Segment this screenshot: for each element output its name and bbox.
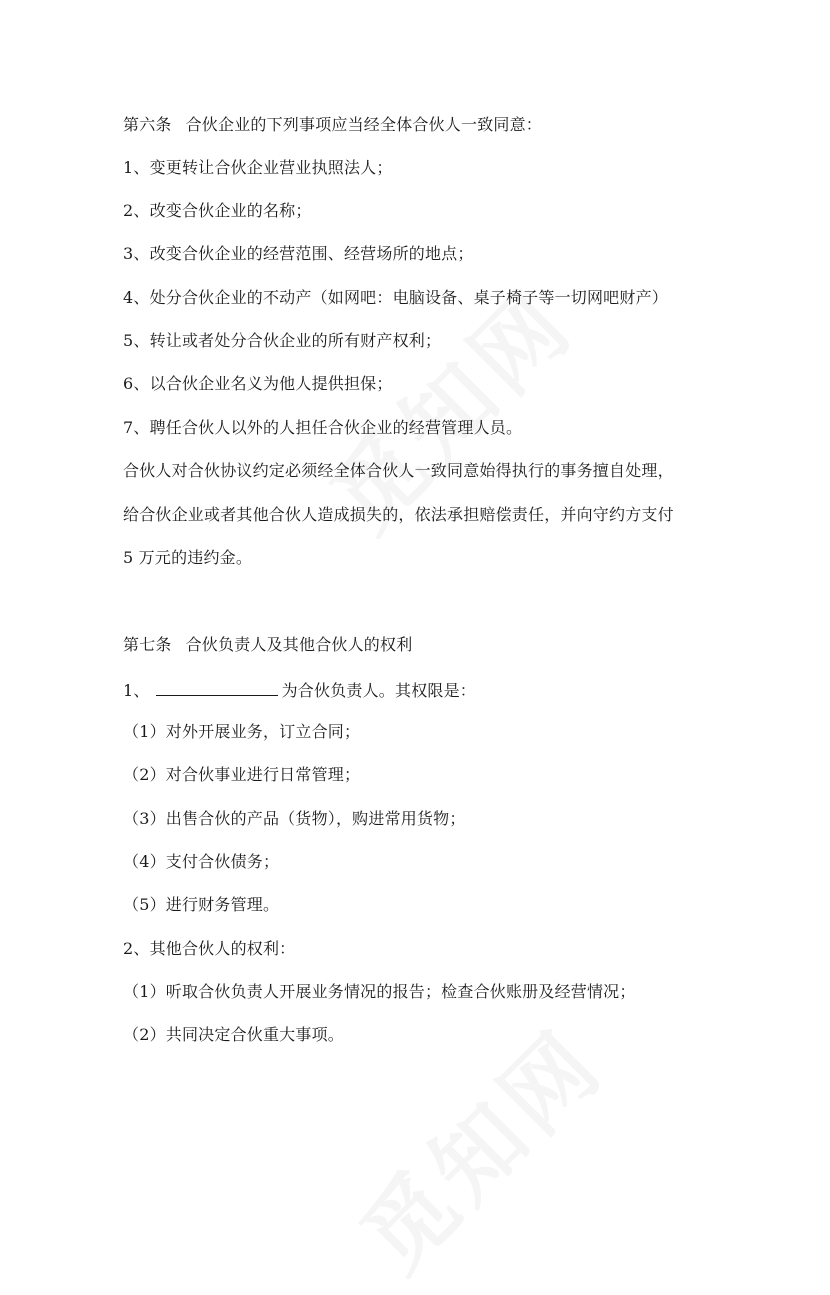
article6-heading: [123, 115, 542, 135]
article6-item: 1、变更转让合伙企业营业执照法人；: [123, 158, 393, 177]
article7-number: 第七条: [123, 635, 172, 654]
article7-subitem: （4）支付合伙债务；: [123, 852, 280, 871]
article7-subitem: （2）共同决定合伙重大事项。: [123, 1025, 344, 1044]
article6-item: 3、改变合伙企业的经营范围、经营场所的地点；: [123, 244, 474, 263]
article6-item: 7、聘任合伙人以外的人担任合伙企业的经营管理人员。: [123, 418, 523, 437]
article6-item: 4、处分合伙企业的不动产（如网吧：电脑设备、桌子椅子等一切网吧财产）: [123, 288, 668, 307]
article6-number: 第六条: [123, 115, 172, 134]
article7-subitem: （3）出售合伙的产品（货物），购进常用货物；: [123, 809, 466, 828]
article6-item: 2、改变合伙企业的名称；: [123, 201, 312, 220]
article7-item1: [123, 679, 476, 701]
article7-subitem: （2）对合伙事业进行日常管理；: [123, 765, 361, 784]
article7-title: 合伙负责人及其他合伙人的权利: [185, 635, 413, 654]
article6-paragraph-line: 5 万元的违约金。: [123, 548, 253, 567]
article7-item1-prefix: 1、: [123, 681, 150, 700]
article7-heading: [123, 635, 412, 655]
article7-subitem: （1）听取合伙负责人开展业务情况的报告；检查合伙账册及经营情况；: [123, 982, 636, 1001]
article6-item: 6、以合伙企业名义为他人提供担保；: [123, 374, 393, 393]
article7-subitem: （1）对外开展业务，订立合同；: [123, 722, 361, 741]
article7-subitem: （5）进行财务管理。: [123, 895, 280, 914]
name-blank: [156, 679, 278, 696]
article7-item1-suffix: 为合伙负责人。其权限是：: [281, 681, 476, 700]
watermark: [327, 995, 627, 1295]
article6-paragraph-line: 给合伙企业或者其他合伙人造成损失的，依法承担赔偿责任，并向守约方支付: [123, 505, 674, 524]
article6-title: 合伙企业的下列事项应当经全体合伙人一致同意：: [185, 115, 543, 134]
article6-item: 5、转让或者处分合伙企业的所有财产权利；: [123, 331, 442, 350]
article6-paragraph-line: 合伙人对合伙协议约定必须经全体合伙人一致同意始得执行的事务擅自处理，: [123, 461, 674, 480]
article7-item2: 2、其他合伙人的权利：: [123, 939, 296, 958]
